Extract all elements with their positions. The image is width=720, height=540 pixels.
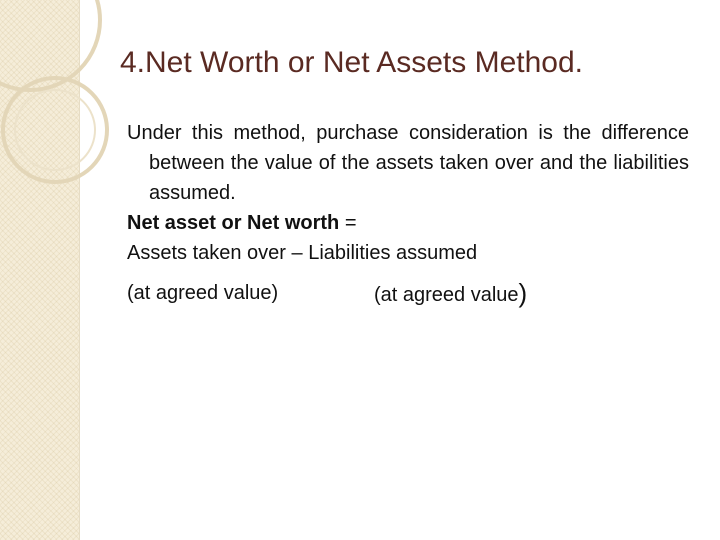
liabilities-agreed-value-text: (at agreed value [374, 284, 519, 306]
formula-expression: Assets taken over – Liabilities assumed [127, 242, 478, 264]
formula-label-bold: Net asset or Net worth [127, 212, 340, 234]
slide-title: 4.Net Worth or Net Assets Method. [120, 46, 583, 79]
closing-paren: ) [518, 278, 528, 308]
definition-paragraph: Under this method, purchase consideration is the difference between the value of the assets taken over and the liabilities assumed. [127, 122, 689, 204]
formula-label-equals: = [339, 212, 357, 234]
liabilities-agreed-value [374, 278, 527, 310]
assets-agreed-value: (at agreed value) [127, 282, 279, 304]
agreed-value-row [127, 274, 689, 306]
slide-body [127, 118, 689, 306]
formula-label [127, 208, 689, 238]
